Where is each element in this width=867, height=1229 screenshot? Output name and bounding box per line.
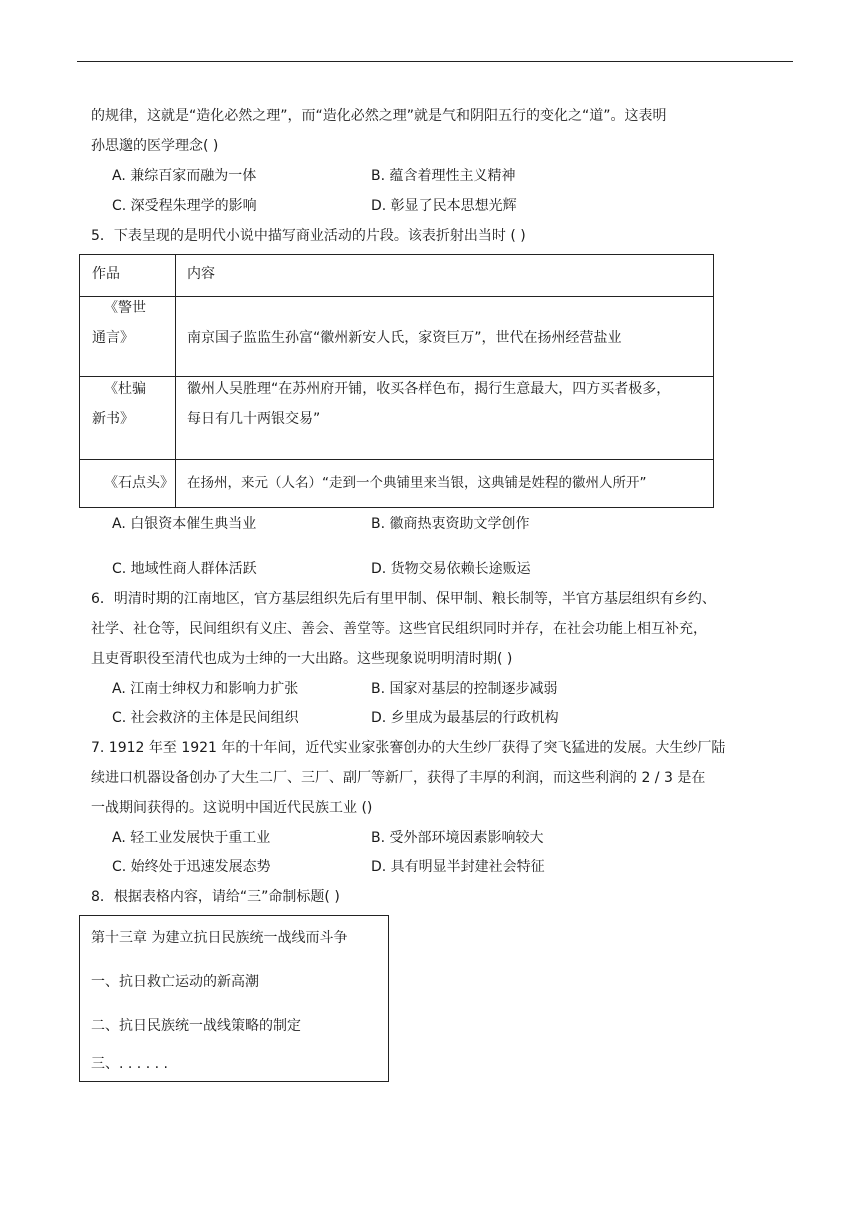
q4-option-c[interactable]: C. 深受程朱理学的影响 — [112, 198, 257, 214]
q4-line-2: 孙思邈的医学理念( ) — [91, 138, 219, 154]
q5-row2-work: 新书》 — [92, 411, 134, 427]
q6-option-c[interactable]: C. 社会救济的主体是民间组织 — [112, 710, 299, 726]
header-rule — [77, 61, 793, 62]
q5-row2-content: 每日有几十两银交易” — [187, 411, 321, 427]
q6-option-d[interactable]: D. 乡里成为最基层的行政机构 — [371, 710, 559, 726]
q6-option-b[interactable]: B. 国家对基层的控制逐步减弱 — [371, 681, 558, 697]
q7-option-c[interactable]: C. 始终处于迅速发展态势 — [112, 859, 271, 875]
q8-stem: 8．根据表格内容，请给“三”命制标题( ) — [91, 889, 340, 905]
q6-line-3: 且吏胥职役至清代也成为士绅的一大出路。这些现象说明明清时期( ) — [91, 651, 513, 667]
q5-stem: 5．下表呈现的是明代小说中描写商业活动的片段。该表折射出当时 ( ) — [91, 228, 526, 244]
q5-row3-content: 在扬州，来元（人名）“走到一个典铺里来当银，这典铺是姓程的徽州人所开” — [187, 475, 647, 491]
q5-table-row-divider — [79, 459, 713, 460]
q7-line-2: 续进口机器设备创办了大生二厂、三厂、副厂等新厂，获得了丰厚的利润，而这些利润的 2 / 3 是在 — [91, 770, 706, 786]
q6-option-a[interactable]: A. 江南士绅权力和影响力扩张 — [112, 681, 299, 697]
q8-box-line-1: 第十三章 为建立抗日民族统一战线而斗争 — [91, 930, 348, 946]
q5-row2-content: 徽州人吴胜理“在苏州府开铺，收买各样色布，揭行生意最大，四方买者极多， — [187, 381, 671, 397]
q5-header-work: 作品 — [92, 266, 120, 282]
q8-box-line-3: 二、抗日民族统一战线策略的制定 — [91, 1018, 301, 1034]
q5-table-row-divider — [79, 376, 713, 377]
q5-table-col-divider — [175, 254, 176, 507]
q7-option-a[interactable]: A. 轻工业发展快于重工业 — [112, 830, 271, 846]
q4-option-b[interactable]: B. 蕴含着理性主义精神 — [371, 168, 516, 184]
q7-option-b[interactable]: B. 受外部环境因素影响较大 — [371, 830, 544, 846]
q7-line-1: 7. 1912 年至 1921 年的十年间，近代实业家张謇创办的大生纱厂获得了突飞猛进的发展。大生纱厂陆 — [91, 740, 726, 756]
q5-option-b[interactable]: B. 徽商热衷资助文学创作 — [371, 516, 530, 532]
q5-row1-work: 《警世 — [104, 300, 146, 316]
q6-line-1: 6．明清时期的江南地区，官方基层组织先后有里甲制、保甲制、粮长制等，半官方基层组织有乡约、 — [91, 591, 716, 607]
q6-line-2: 社学、社仓等，民间组织有义庄、善会、善堂等。这些官民组织同时并存，在社会功能上相互补充， — [91, 621, 707, 637]
q4-line-1: 的规律，这就是“造化必然之理”，而“造化必然之理”就是气和阴阳五行的变化之“道”。这表明 — [91, 108, 667, 124]
q5-row3-work: 《石点头》 — [104, 475, 174, 491]
q5-row1-work: 通言》 — [92, 330, 134, 346]
q7-option-d[interactable]: D. 具有明显半封建社会特征 — [371, 859, 545, 875]
q8-box-line-2: 一、抗日救亡运动的新高潮 — [91, 974, 259, 990]
q5-row2-work: 《杜骗 — [104, 381, 146, 397]
q5-header-content: 内容 — [187, 266, 215, 282]
q5-table-row-divider — [79, 296, 713, 297]
q4-option-d[interactable]: D. 彰显了民本思想光辉 — [371, 198, 517, 214]
q7-line-3: 一战期间获得的。这说明中国近代民族工业 () — [91, 800, 373, 816]
q5-option-a[interactable]: A. 白银资本催生典当业 — [112, 516, 257, 532]
q5-option-d[interactable]: D. 货物交易依赖长途贩运 — [371, 561, 531, 577]
q5-option-c[interactable]: C. 地域性商人群体活跃 — [112, 561, 257, 577]
q5-row1-content: 南京国子监监生孙富“徽州新安人氏，家资巨万”，世代在扬州经营盐业 — [187, 330, 622, 346]
q4-option-a[interactable]: A. 兼综百家而融为一体 — [112, 168, 257, 184]
q8-box-line-4: 三、. . . . . . — [91, 1056, 168, 1072]
